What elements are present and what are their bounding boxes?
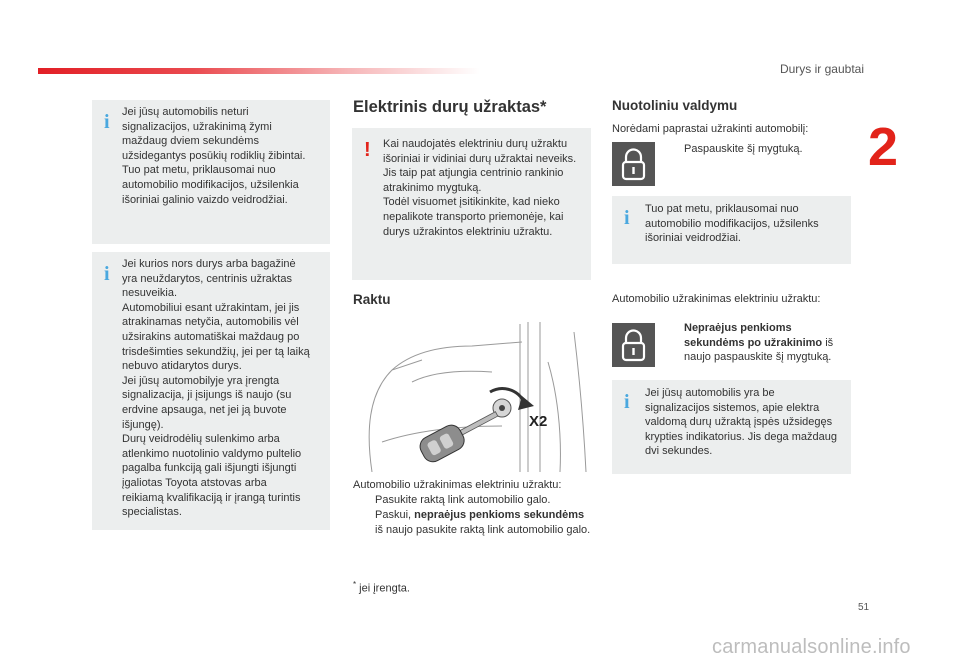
warning-icon: ! bbox=[364, 139, 371, 161]
info-box-doors-open bbox=[92, 252, 330, 530]
info-icon: i bbox=[624, 391, 630, 413]
padlock-icon bbox=[612, 323, 655, 367]
key-step-2-bold: nepraėjus penkioms sekundėms bbox=[414, 509, 585, 521]
key-lock-intro: Automobilio užrakinimas elektriniu užraktu: bbox=[353, 479, 562, 491]
watermark: carmanualsonline.info bbox=[712, 636, 911, 658]
remote-lock-button-box bbox=[612, 142, 655, 186]
padlock-icon bbox=[612, 142, 655, 186]
key-icon bbox=[417, 403, 503, 465]
info-box-no-alarm-indicator bbox=[612, 380, 851, 474]
info-box-text: Jei jūsų automobilis yra be signalizacijos sistemos, apie elektra valdomą durų užraktą įspės užsidegęs krypties indikatorius. Jis dega maždaug dvi sekundes. bbox=[645, 387, 837, 458]
heading-by-key: Raktu bbox=[353, 292, 391, 307]
remote-step-2-post: iš naujo paspauskite šį mygtuką. bbox=[684, 336, 834, 364]
info-icon: i bbox=[624, 207, 630, 229]
info-box-text: Tuo pat metu, priklausomai nuo automobilio modifikacijos, užsilenks išoriniai veidrodžiai. bbox=[645, 203, 819, 245]
remote-step-2-bold: Nepraėjus penkioms sekundėms po užrakinimo bbox=[684, 322, 823, 349]
repeat-label: X2 bbox=[529, 413, 548, 430]
remote-lock-button-box-2 bbox=[612, 323, 655, 367]
remote-step-1-text: Paspauskite šį mygtuką. bbox=[684, 143, 803, 155]
key-step-2-post: iš naujo pasukite raktą link automobilio galo. bbox=[375, 523, 591, 536]
footnote bbox=[353, 578, 410, 596]
chapter-number: 2 bbox=[868, 117, 899, 177]
info-icon: i bbox=[104, 263, 110, 285]
remote-step-1 bbox=[662, 142, 852, 157]
remote-intro: Norėdami paprastai užrakinti automobilį: bbox=[612, 123, 809, 135]
footnote-text: jei įrengta. bbox=[356, 582, 410, 595]
heading-electric-lock: Elektrinis durų užraktas* bbox=[353, 98, 547, 116]
section-title: Durys ir gaubtai bbox=[779, 62, 864, 76]
warning-box bbox=[352, 128, 591, 280]
header-red-bar bbox=[38, 68, 480, 74]
info-box-text: Jei kurios nors durys arba bagažinė yra neuždarytos, centrinis užraktas nesuveikia. Automobiliui esant užrakintam, jei jis atrakinamas netyčia, automobilis vėl užsirakins automatiškai maždaug po trisdešimties sekundžių, jei per tą laiką nebuvo atidarytos durys. Jei jūsų automobilyje yra įrengta signalizacija, ji įsijungs iš naujo (su erdvine apsauga, net jei ją buvote išjungę). Durų veidrodėlių sulenkimo arba atlenkimo nuotolinio valdymo pultelio pagalba funkciją gali išjungti išjungti įgaliotas Toyota atstovas arba reikiamą kvalifikaciją ir įrangą turintis specialistas. bbox=[122, 258, 310, 519]
page-number: 51 bbox=[858, 602, 870, 613]
remote-step-2 bbox=[662, 321, 852, 365]
info-box-text: Jei jūsų automobilis neturi signalizacijos, užrakinimą žymi maždaug dviem sekundėms užsidegantys posūkių rodiklių žibintai. Tuo pat metu, priklausomai nuo automobilio modifikacijos, užsilenkia išoriniai galinio vaizdo veidrodžiai. bbox=[122, 106, 306, 206]
key-step-1 bbox=[353, 493, 593, 508]
heading-remote-control: Nuotoliniu valdymu bbox=[612, 98, 738, 113]
info-box-mirrors bbox=[612, 196, 851, 264]
key-in-door-illustration bbox=[352, 322, 592, 472]
key-step-2 bbox=[353, 508, 593, 537]
key-step-2-pre: Paskui, bbox=[375, 509, 415, 521]
info-box-no-alarm bbox=[92, 100, 330, 244]
remote-lock-intro: Automobilio užrakinimas elektriniu užraktu: bbox=[612, 293, 821, 305]
key-step-1-text: Pasukite raktą link automobilio galo. bbox=[375, 494, 551, 506]
warning-box-text: Kai naudojatės elektriniu durų užraktu išoriniai ir vidiniai durų užraktai neveiks. Jis taip pat atjungia centrinio rankinio atrakinimo mygtuką. Todėl visuomet įsitikinkite, kad nieko nepalikote transporto priemonėje, kai durys užrakintos elektriniu užraktu. bbox=[383, 138, 577, 238]
info-icon: i bbox=[104, 111, 110, 133]
footnote-mark: * bbox=[353, 580, 357, 589]
